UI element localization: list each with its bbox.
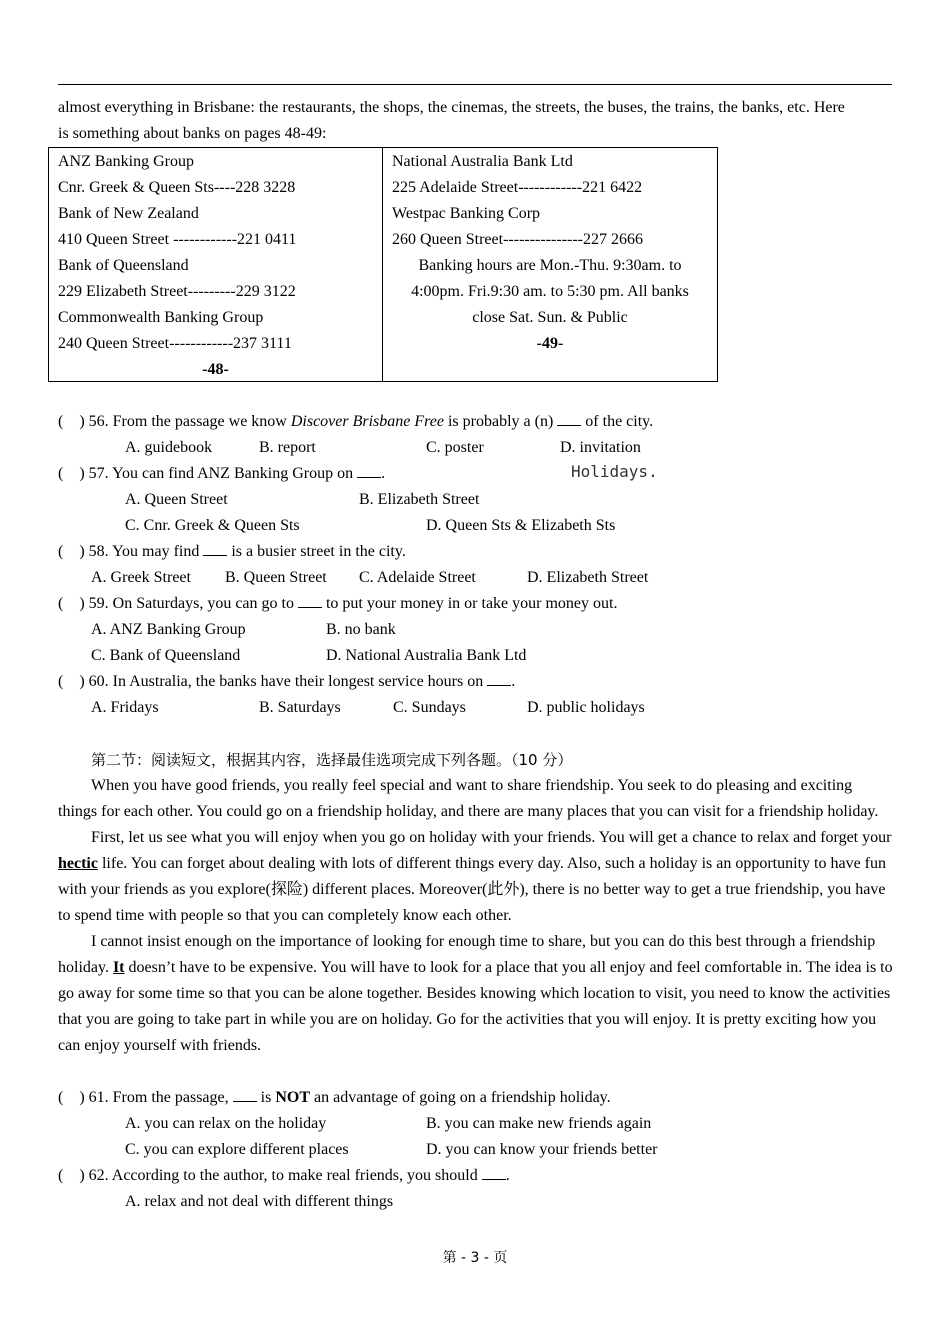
option-b: B. Saturdays [259,699,341,716]
question-60: ( ) 60. In Australia, the banks have their longest service hours on . [58,673,516,690]
underlined-word-it: It [112,959,125,976]
option-a: A. Fridays [91,699,159,716]
question-59: ( ) 59. On Saturdays, you can go to to put your money in or take your money out. [58,595,618,612]
bank-directory-table [48,147,718,382]
option-c: C. you can explore different places [125,1141,349,1158]
page-number-48: -48- [202,361,229,378]
bank-entry: Bank of New Zealand [58,205,199,222]
option-c: C. Cnr. Greek & Queen Sts [125,517,300,534]
banking-hours-line: close Sat. Sun. & Public [472,309,628,326]
option-b: B. report [259,439,316,456]
option-a: A. ANZ Banking Group [91,621,246,638]
option-a: A. Queen Street [125,491,228,508]
bank-address: Cnr. Greek & Queen Sts----228 3228 [58,179,296,196]
page-footer: 第 - 3 - 页 [442,1250,508,1266]
option-d: D. National Australia Bank Ltd [326,647,527,664]
option-a: A. you can relax on the holiday [125,1115,327,1132]
option-c: C. Bank of Queensland [91,647,241,664]
section-heading: 第二节：阅读短文，根据其内容，选择最佳选项完成下列各题。（10 分） [91,751,573,769]
paragraph-1: When you have good friends, you really feel special and want to share friendship. You seek to do pleasing and exciting things for each other. You could go on a friendship holiday, and there are many places that you can visit for a friendship holiday. [58,777,879,820]
option-a: A. relax and not deal with different things [125,1193,394,1210]
banking-hours-line: Banking hours are Mon.-Thu. 9:30am. to [418,257,682,274]
question-58: ( ) 58. You may find is a busier street in the city. [58,543,406,560]
answer-blank [487,671,511,686]
option-a: A. guidebook [125,439,213,456]
question-57: ( ) 57. You can find ANZ Banking Group on . [58,465,386,482]
answer-blank [482,1165,506,1180]
question-62: ( ) 62. According to the author, to make real friends, you should . [58,1167,510,1184]
bank-entry: Bank of Queensland [58,257,189,274]
option-b: B. no bank [326,621,396,638]
option-d: D. you can know your friends better [426,1141,658,1158]
option-a: A. Greek Street [91,569,191,586]
question-61: ( ) 61. From the passage, is NOT an advantage of going on a friendship holiday. [58,1089,611,1106]
intro-line-2: is something about banks on pages 48-49: [58,125,327,142]
paragraph-3: I cannot insist enough on the importance of looking for enough time to share, but you can do this best through a friendship holiday. It doesn’t have to be expensive. You will have to look for a place that you all enjoy and feel comfortable in. The idea is to go away for some time so that you can be alone together. Besides knowing which location to visit, you need to know the activities that you are going to take part in while you are on holiday. Go for the activities that you will enjoy. It is pretty exciting how you can enjoy yourself with friends. [58,933,893,1054]
option-d: D. invitation [560,439,641,456]
answer-blank [203,541,227,556]
intro-line-1: almost everything in Brisbane: the restaurants, the shops, the cinemas, the streets, the buses, the trains, the banks, etc. Here [58,99,845,116]
bank-address: 240 Queen Street------------237 3111 [58,335,292,352]
bank-entry: Westpac Banking Corp [392,205,541,222]
paragraph-2: First, let us see what you will enjoy when you go on holiday with your friends. You will get a chance to relax and forget your hectic life. You can forget about dealing with lots of different things every day. Also, such a holiday is an opportunity to have fun with your friends as you explore(探险) different places. Moreover(此外), there is no better way to get a true friendship, you have to spend time with people so that you can completely know each other. [58,829,892,924]
header-rule [58,84,892,85]
option-b: B. Elizabeth Street [359,491,480,508]
option-b: B. you can make new friends again [426,1115,652,1132]
option-d: D. public holidays [527,699,645,716]
holidays-note: Holidays. [571,462,658,481]
bank-address: 260 Queen Street---------------227 2666 [392,231,643,248]
reading-passage [58,773,894,1059]
option-d: D. Queen Sts & Elizabeth Sts [426,517,616,534]
bank-address: 229 Elizabeth Street---------229 3122 [58,283,296,300]
underlined-word-hectic: hectic [58,855,98,872]
page-number-49: -49- [536,335,564,352]
answer-blank [557,411,581,426]
bank-entry: National Australia Bank Ltd [392,153,573,170]
page-49-column [383,148,717,381]
bank-entry: Commonwealth Banking Group [58,309,264,326]
bank-address: 225 Adelaide Street------------221 6422 [392,179,643,196]
answer-blank [298,593,322,608]
option-c: C. poster [426,439,484,456]
book-title: Discover Brisbane Free [290,413,444,430]
option-c: C. Sundays [393,699,466,716]
answer-blank [357,463,381,478]
page-48-column [49,148,383,381]
answer-blank [233,1087,257,1102]
bank-address: 410 Queen Street ------------221 0411 [58,231,297,248]
option-b: B. Queen Street [225,569,327,586]
banking-hours-line: 4:00pm. Fri.9:30 am. to 5:30 pm. All banks [411,283,689,300]
option-c: C. Adelaide Street [359,569,476,586]
bank-entry: ANZ Banking Group [58,153,194,170]
question-56: ( ) 56. From the passage we know Discover Brisbane Free is probably a (n) of the city. [58,413,654,430]
option-d: D. Elizabeth Street [527,569,649,586]
